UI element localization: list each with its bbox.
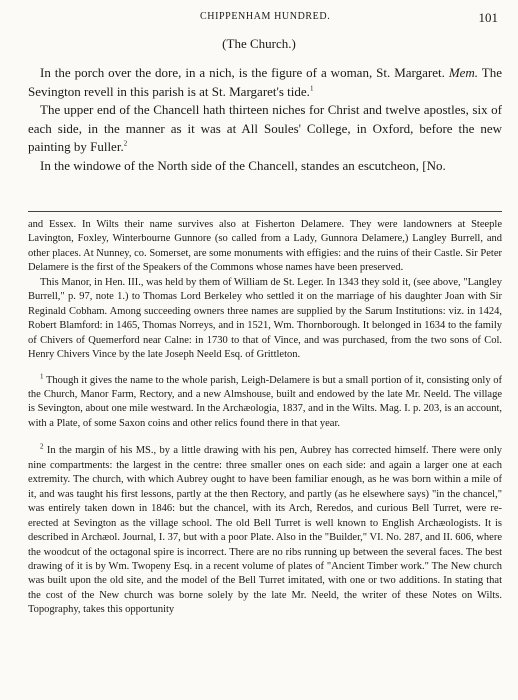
footnote-spacer xyxy=(28,431,502,444)
footnote-divider xyxy=(28,211,502,212)
footnote-spacer xyxy=(28,363,502,374)
footnote-ref-1[interactable]: 1 xyxy=(309,84,314,93)
memorandum-label: Mem. xyxy=(448,65,479,80)
main-paragraph-2-text: The upper end of the Chancell hath thirteen niches for Christ and twelve apostles, six of each side, in the manner as it was at All Soules' College, in Oxford, before the new painting by Fuller. xyxy=(28,102,502,154)
page-number: 101 xyxy=(478,10,498,25)
main-text xyxy=(28,64,502,175)
footnotes-section xyxy=(28,218,502,618)
main-paragraph-3: In the windowe of the North side of the Chancell, standes an escutcheon, [No. xyxy=(40,157,446,173)
continued-note-paragraph-1: and Essex. In Wilts their name survives also at Fisherton Delamere. They were landowners at Steeple Lavington, Foxley, Winterbourne Gunnore (so called from a Lady, Gunnora Delamere,) Langley Burrell, and other places. At Nunney, co. Somerset, are some monuments with effigies: and the ruins of their Castle. Sir Peter Delamere is the first of the Speakers of the Commons whose names have been preserved. xyxy=(28,219,502,274)
main-paragraph-1 xyxy=(28,64,502,101)
footnote-1 xyxy=(28,374,502,432)
main-paragraph-2 xyxy=(28,101,502,157)
continued-note-paragraph-2: This Manor, in Hen. III., was held by them of William de St. Leger. In 1343 they sold it, (see above, "Langley Burrell," p. 97, note 1.) to Thomas Lord Berkeley who settled it on the marriage of his daughter Joan with Sir Reginald Cobham. Among succeeding owners three names are supplied by the Sarum Institutions: viz. in 1424, Robert Blamford: in 1465, Thomas Norreys, and in 1521, Wm. Thornborough. It belonged in 1634 to the family of Chivers of Quemerford near Calne: in 1730 to that of Vince, and was purchased, from the two sons of Col. Henry Chivers Vince by the late Joseph Neeld Esq. of Grittleton. xyxy=(28,276,502,361)
main-paragraph-1-continuation: The Sevington revell in this parish is at St. Margaret's tide. xyxy=(28,65,502,99)
footnote-1-mark: 1 xyxy=(40,372,44,381)
footnote-2 xyxy=(28,444,502,617)
running-head: CHIPPENHAM HUNDRED. xyxy=(200,11,331,22)
footnote-1-text: Though it gives the name to the whole parish, Leigh-Delamere is but a small portion of it, consisting only of the Church, Manor Farm, Rectory, and a new Almshouse, built and endowed by the late Mr. Neeld. The village is Sevington, about one mile westward. In the Archæologia, 1837, and in the Wilts. Mag. I. p. 203, is an account, with a Plate, of some Saxon coins and other relics found there in that year. xyxy=(28,374,502,429)
footnote-ref-2[interactable]: 2 xyxy=(123,139,128,148)
main-paragraph-1-text: In the porch over the dore, in a nich, is the figure of a woman, St. Margaret. xyxy=(40,65,445,80)
footnote-2-mark: 2 xyxy=(40,442,44,451)
section-title: (The Church.) xyxy=(222,36,296,51)
footnote-2-text: In the margin of his MS., by a little drawing with his pen, Aubrey has corrected himself. There were only nine compartments: the largest in the centre: three smaller ones on each side: and again a larger one at each extremity. The church, with which Aubrey ought to have been familiar enough, as he was born within a mile of it, and was taught his first lessons, partly at the then Rectory, and partly (as he elsewhere says) "in the chancel," was entirely taken down in 1846: but the chancel, with its Arch, Reredos, and curious Bell Turret, were re-erected at Sevington as the village school. The old Bell Turret is well known to English Archæologists. It is described in Archæol. Journal, I. 37, but with a poor Plate. Also in the "Builder," VI. No. 287, and II. 606, where the woodcut of the octagonal spire is incorrect. There are no ribs running up between the several faces. The best drawing of it is by Wm. Twopeny Esq. in a recent volume of plates of "Ancient Timber work." The New church was built upon the old site, and the model of the Bell Turret imitated, with one or two additions. In stating that the cost of the New church was borne solely by the late Mr. Neeld, the writer of these Notes on Wilts. Topography, takes this opportunity xyxy=(28,445,502,616)
page-header xyxy=(0,10,518,26)
